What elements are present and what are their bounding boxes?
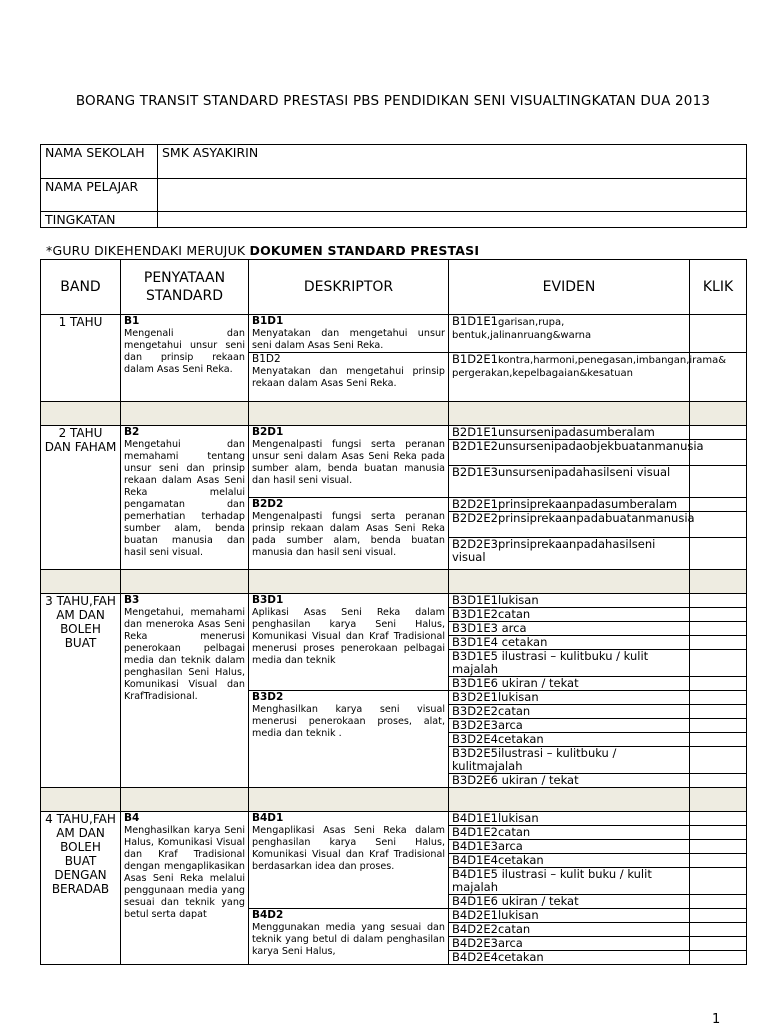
evidence-item: B2D2E3prinsiprekaanpadahasilseni visual xyxy=(449,538,690,570)
evidence-item: B3D1E4 cetakan xyxy=(449,636,690,650)
band-2-label: 2 TAHU DAN FAHAM xyxy=(41,426,121,570)
klik-checkbox[interactable] xyxy=(690,868,747,895)
klik-checkbox[interactable] xyxy=(690,733,747,747)
descriptor-b3d2: B3D2 Menghasilkan karya seni visual menerusi penerokaan proses, alat, media dan teknik . xyxy=(249,691,449,788)
evidence-item: B2D2E2prinsiprekaanpadabuatanmanusia xyxy=(449,512,690,538)
school-label: NAMA SEKOLAH xyxy=(41,145,158,179)
klik-checkbox[interactable] xyxy=(690,466,747,498)
student-value[interactable] xyxy=(158,179,747,212)
klik-checkbox[interactable] xyxy=(690,937,747,951)
evidence-item: B2D1E1unsursenipadasumberalam xyxy=(449,426,690,440)
student-label: NAMA PELAJAR xyxy=(41,179,158,212)
band-1-standard: B1 Mengenali dan mengetahui unsur seni dan prinsip rekaan dalam Asas Seni Reka. xyxy=(121,315,249,402)
evidence-item: B3D1E3 arca xyxy=(449,622,690,636)
table-row xyxy=(41,315,747,353)
evidence-item: B4D2E4cetakan xyxy=(449,951,690,965)
klik-checkbox[interactable] xyxy=(690,812,747,826)
klik-checkbox[interactable] xyxy=(690,636,747,650)
klik-checkbox[interactable] xyxy=(690,594,747,608)
evidence-item: B2D1E2unsursenipadaobjekbuatanmanusia xyxy=(449,440,690,466)
klik-checkbox[interactable] xyxy=(690,923,747,937)
band-3-label: 3 TAHU,FAH AM DAN BOLEH BUAT xyxy=(41,594,121,788)
klik-checkbox[interactable] xyxy=(690,622,747,636)
evidence-item: B3D2E4cetakan xyxy=(449,733,690,747)
klik-checkbox[interactable] xyxy=(690,747,747,774)
evidence-item: B4D1E1lukisan xyxy=(449,812,690,826)
table-row xyxy=(41,594,747,608)
evidence-item: B4D2E2catan xyxy=(449,923,690,937)
band-2-standard: B2 Mengetahui dan memahami tentang unsur seni dan prinsip rekaan dalam Asas Seni Reka melalui pengamatan dan pemerhatian terhadap sumber alam, benda buatan manusia dan hasil seni visual. xyxy=(121,426,249,570)
klik-checkbox[interactable] xyxy=(690,895,747,909)
evidence-item: B4D2E3arca xyxy=(449,937,690,951)
klik-checkbox[interactable] xyxy=(690,315,747,353)
student-info-table xyxy=(40,144,747,228)
evidence-item: B3D2E2catan xyxy=(449,705,690,719)
table-row xyxy=(41,812,747,826)
header-standard: PENYATAAN STANDARD xyxy=(121,260,249,315)
klik-checkbox[interactable] xyxy=(690,608,747,622)
evidence-item: B4D1E5 ilustrasi – kulit buku / kulit majalah xyxy=(449,868,690,895)
klik-checkbox[interactable] xyxy=(690,512,747,538)
form-value[interactable] xyxy=(158,212,747,228)
band-divider xyxy=(41,788,747,812)
header-evidence: EVIDEN xyxy=(449,260,690,315)
klik-checkbox[interactable] xyxy=(690,774,747,788)
klik-checkbox[interactable] xyxy=(690,719,747,733)
klik-checkbox[interactable] xyxy=(690,854,747,868)
evidence-item: B2D2E1prinsiprekaanpadasumberalam xyxy=(449,498,690,512)
descriptor-b4d1: B4D1 Mengaplikasi Asas Seni Reka dalam penghasilan karya Seni Halus, Komunikasi Visual dan Kraf Tradisional berdasarkan idea dan proses. xyxy=(249,812,449,909)
page-number: 1 xyxy=(712,1012,721,1027)
klik-checkbox[interactable] xyxy=(690,538,747,570)
form-label: TINGKATAN xyxy=(41,212,158,228)
descriptor-b2d2: B2D2 Mengenalpasti fungsi serta peranan prinsip rekaan dalam Asas Seni Reka pada sumber alam, benda buatan manusia dan hasil seni visual. xyxy=(249,498,449,570)
band-3-standard: B3 Mengetahui, memahami dan meneroka Asas Seni Reka menerusi penerokaan pelbagai media dan teknik dalam penghasilan Seni Halus, Komunikasi Visual dan KrafTradisional. xyxy=(121,594,249,788)
klik-checkbox[interactable] xyxy=(690,691,747,705)
table-row xyxy=(41,426,747,440)
evidence-item: B3D2E5ilustrasi – kulitbuku / kulitmajalah xyxy=(449,747,690,774)
document-title: BORANG TRANSIT STANDARD PRESTASI PBS PENDIDIKAN SENI VISUALTINGKATAN DUA 2013 xyxy=(75,93,711,109)
descriptor-b2d1: B2D1 Mengenalpasti fungsi serta peranan unsur seni dalam Asas Seni Reka pada sumber alam, benda buatan manusia dan hasil seni visual. xyxy=(249,426,449,498)
evidence-item: B2D1E3unsursenipadahasilseni visual xyxy=(449,466,690,498)
klik-checkbox[interactable] xyxy=(690,840,747,854)
table-header xyxy=(41,260,747,315)
evidence-b1d2e1: B1D2E1kontra,harmoni,penegasan,imbangan,irama& pergerakan,kepelbagaian&kesatuan xyxy=(449,353,690,402)
evidence-item: B3D2E1lukisan xyxy=(449,691,690,705)
header-band: BAND xyxy=(41,260,121,315)
klik-checkbox[interactable] xyxy=(690,909,747,923)
header-descriptor: DESKRIPTOR xyxy=(249,260,449,315)
header-klik: KLIK xyxy=(690,260,747,315)
evidence-item: B3D1E2catan xyxy=(449,608,690,622)
evidence-item: B4D2E1lukisan xyxy=(449,909,690,923)
klik-checkbox[interactable] xyxy=(690,705,747,719)
evidence-item: B3D1E1lukisan xyxy=(449,594,690,608)
evidence-item: B4D1E3arca xyxy=(449,840,690,854)
klik-checkbox[interactable] xyxy=(690,826,747,840)
klik-checkbox[interactable] xyxy=(690,951,747,965)
descriptor-b3d1: B3D1 Aplikasi Asas Seni Reka dalam penghasilan karya Seni Halus, Komunikasi Visual dan Kraf Tradisional menerusi proses penerokaan pelbagai media dan teknik xyxy=(249,594,449,691)
band-4-label: 4 TAHU,FAH AM DAN BOLEH BUAT DENGAN BERADAB xyxy=(41,812,121,965)
descriptor-b4d2: B4D2 Menggunakan media yang sesuai dan teknik yang betul di dalam penghasilan karya Seni Halus, xyxy=(249,909,449,965)
band-1-label: 1 TAHU xyxy=(41,315,121,402)
klik-checkbox[interactable] xyxy=(690,498,747,512)
klik-checkbox[interactable] xyxy=(690,650,747,677)
klik-checkbox[interactable] xyxy=(690,426,747,440)
evidence-item: B3D1E5 ilustrasi – kulitbuku / kulit majalah xyxy=(449,650,690,677)
band-4-standard: B4 Menghasilkan karya Seni Halus, Komunikasi Visual dan Kraf Tradisional dengan mengaplikasikan Asas Seni Reka melalui penggunaan media yang sesuai dan teknik yang betul serta dapat xyxy=(121,812,249,965)
evidence-item: B4D1E2catan xyxy=(449,826,690,840)
descriptor-b1d2: B1D2 Menyatakan dan mengetahui prinsip rekaan dalam Asas Seni Reka. xyxy=(249,353,449,402)
teacher-note: *GURU DIKEHENDAKI MERUJUK DOKUMEN STANDARD PRESTASI xyxy=(46,243,480,258)
klik-checkbox[interactable] xyxy=(690,677,747,691)
school-value[interactable]: SMK ASYAKIRIN xyxy=(158,145,747,179)
evidence-b1d1e1: B1D1E1garisan,rupa, bentuk,jalinanruang&warna xyxy=(449,315,690,353)
evidence-item: B3D2E3arca xyxy=(449,719,690,733)
evidence-item: B4D1E4cetakan xyxy=(449,854,690,868)
evidence-item: B3D1E6 ukiran / tekat xyxy=(449,677,690,691)
standard-table xyxy=(40,259,747,965)
band-divider xyxy=(41,570,747,594)
evidence-item: B4D1E6 ukiran / tekat xyxy=(449,895,690,909)
descriptor-b1d1: B1D1 Menyatakan dan mengetahui unsur seni dalam Asas Seni Reka. xyxy=(249,315,449,353)
evidence-item: B3D2E6 ukiran / tekat xyxy=(449,774,690,788)
band-divider xyxy=(41,402,747,426)
